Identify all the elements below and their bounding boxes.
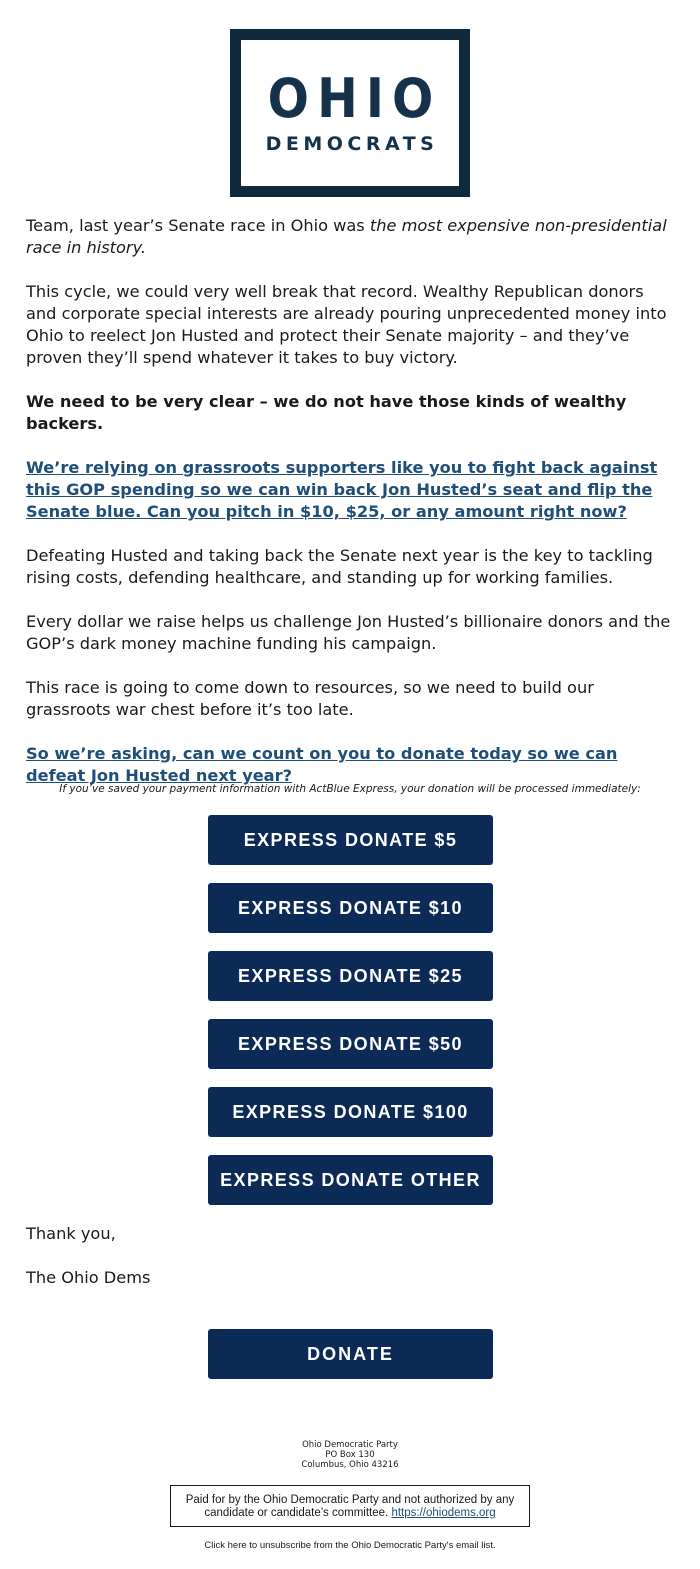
donate-today-link[interactable]: So we’re asking, can we count on you to donate today so we can defeat Jon Husted next year? bbox=[26, 744, 618, 785]
ohio-democrats-logo bbox=[230, 29, 470, 197]
paragraph-resources: This race is going to come down to resources, so we need to build our grassroots war chest before it’s too late. bbox=[26, 678, 594, 719]
mailing-address bbox=[0, 1440, 700, 1470]
intro-text: Team, last year’s Senate race in Ohio was bbox=[26, 216, 370, 235]
express-donate-other-button[interactable]: EXPRESS DONATE OTHER bbox=[208, 1155, 493, 1205]
express-donate-5-button[interactable]: EXPRESS DONATE $5 bbox=[208, 815, 493, 865]
paragraph-record: This cycle, we could very well break that record. Wealthy Republican donors and corporate special interests are already pouring unprecedented money into Ohio to reelect Jon Husted and protect their Senate majority – and they’ve proven they’ll spend whatever it takes to buy victory. bbox=[26, 282, 667, 367]
paragraph-ask-link bbox=[26, 743, 676, 787]
express-donate-100-button[interactable]: EXPRESS DONATE $100 bbox=[208, 1087, 493, 1137]
logo-word: OHIO bbox=[267, 67, 442, 130]
paragraph-bold-statement bbox=[26, 391, 676, 435]
donate-button[interactable]: DONATE bbox=[208, 1329, 493, 1379]
paid-for-disclaimer bbox=[170, 1485, 530, 1527]
ohiodems-link[interactable]: https://ohiodems.org bbox=[391, 1507, 496, 1519]
paid-for-text: Paid for by the Ohio Democratic Party and not authorized by any candidate or candidate’s committee. bbox=[185, 1494, 515, 1519]
actblue-express-note: If you’ve saved your payment information with ActBlue Express, your donation will be processed immediately: bbox=[59, 783, 641, 795]
paragraph-defeat-husted: Defeating Husted and taking back the Senate next year is the key to tackling rising costs, defending healthcare, and standing up for working families. bbox=[26, 546, 653, 587]
paragraph-pitch-link bbox=[26, 457, 676, 523]
bold-statement: We need to be very clear – we do not have those kinds of wealthy backers. bbox=[26, 392, 627, 433]
paragraph-intro bbox=[26, 215, 676, 259]
signoff-name: The Ohio Dems bbox=[26, 1268, 151, 1287]
logo-subtitle: DEMOCRATS bbox=[265, 133, 439, 155]
express-donate-25-button[interactable]: EXPRESS DONATE $25 bbox=[208, 951, 493, 1001]
email-body bbox=[26, 215, 676, 809]
unsubscribe-link[interactable]: Click here to unsubscribe from the Ohio Democratic Party's email list. bbox=[204, 1540, 496, 1551]
address-po-box: PO Box 130 bbox=[325, 1450, 375, 1460]
pitch-in-link[interactable]: We’re relying on grassroots supporters like you to fight back against this GOP spending so we can win back Jon Husted’s seat and flip the Senate blue. Can you pitch in $10, $25, or any amount right now? bbox=[26, 458, 658, 521]
express-donate-10-button[interactable]: EXPRESS DONATE $10 bbox=[208, 883, 493, 933]
express-donate-50-button[interactable]: EXPRESS DONATE $50 bbox=[208, 1019, 493, 1069]
paragraph-every-dollar: Every dollar we raise helps us challenge Jon Husted’s billionaire donors and the GOP’s dark money machine funding his campaign. bbox=[26, 612, 671, 653]
address-org: Ohio Democratic Party bbox=[302, 1440, 398, 1450]
signoff-thanks: Thank you, bbox=[26, 1224, 116, 1243]
address-city: Columbus, Ohio 43216 bbox=[301, 1460, 399, 1470]
intro-emphasis: the most expensive non-presidential race in history. bbox=[26, 216, 667, 257]
